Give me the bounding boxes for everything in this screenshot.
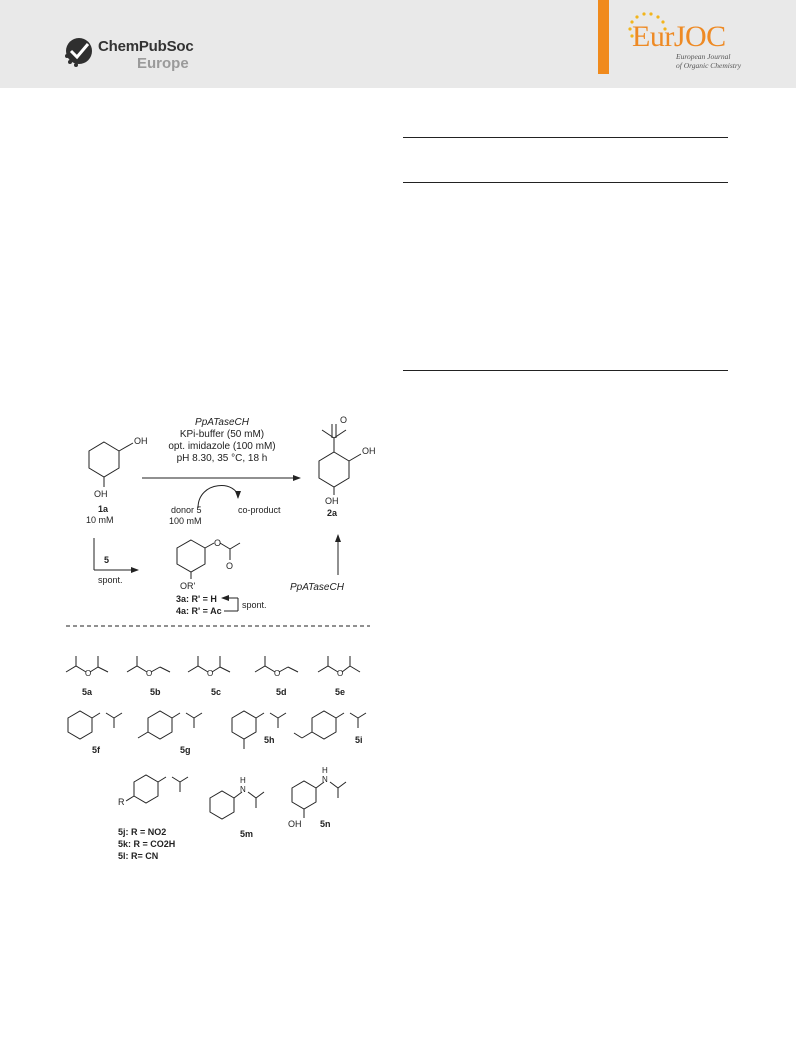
substituent-5l: 5l: R= CN [118,851,159,861]
eurjoc-logo [612,8,782,80]
substituent-5k: 5k: R = CO2H [118,839,176,849]
o-label-5e: O [337,669,344,678]
donor-label-5h: 5h [264,735,275,745]
o-label-5c: O [207,669,214,678]
o-label-5b: O [146,669,153,678]
journal-logo-subtitle-2: of Organic Chemistry [676,61,742,70]
ring-2a [319,452,349,487]
header-accent-bar [598,0,609,74]
enzyme-label: PpATaseCH [195,417,249,428]
donor-label-5m: 5m [240,829,254,839]
n-label-5m: N [240,785,246,794]
o-label-3a-carbonyl: O [226,561,234,571]
oh-label-5n: OH [288,819,302,829]
donor-label-5f: 5f [92,745,101,755]
h-label-5n: H [322,766,328,775]
donor-label-5a: 5a [82,687,93,697]
publisher-name: ChemPubSoc [98,38,194,55]
h-label-5m: H [240,776,246,785]
page-header [0,0,796,88]
donor-label-5c: 5c [211,687,222,697]
donor-label-5b: 5b [150,687,161,697]
chempubsoc-logo [62,34,212,82]
condition-line-2: opt. imidazole (100 mM) [168,441,276,452]
o-label-5a: O [85,669,92,678]
or-prime-label: OR' [180,581,196,591]
substrate-concentration: 10 mM [86,515,114,525]
side-condition-label: spont. [98,575,123,585]
condition-line-1: KPi-buffer (50 mM) [179,429,265,440]
spont-loop-label: spont. [242,600,267,610]
o-label-2a: O [340,415,348,425]
donor-label-5d: 5d [276,687,287,697]
scheme-drawing [0,380,400,880]
ring-3a [177,540,205,572]
donor-label: donor 5 [171,505,202,515]
ring-1a [89,442,119,477]
compound-label-2a: 2a [327,508,338,518]
donor-label-5n: 5n [320,819,331,829]
oh-label-1a-top: OH [134,436,148,446]
donor-concentration: 100 mM [169,516,202,526]
publisher-region: Europe [137,55,189,72]
substituent-5j: 5j: R = NO2 [118,827,167,837]
intermediate-4a-label: 4a: R' = Ac [176,606,222,616]
condition-line-3: pH 8.30, 35 °C, 18 h [176,453,268,464]
o-label-5d: O [274,669,281,678]
donor-curved-arrow [198,486,238,508]
r-label: R [118,797,125,807]
compound-label-1a: 1a [98,504,109,514]
donor-label-5g: 5g [180,745,191,755]
side-reagent-label: 5 [104,555,110,565]
oh-label-2a-bottom: OH [325,496,339,506]
intermediate-3a-label: 3a: R' = H [176,594,217,604]
chempubsoc-emblem-icon [62,34,96,68]
table-bottom-rule [403,370,728,371]
table-top-rule [403,137,728,138]
donor-label-5e: 5e [335,687,346,697]
n-label-5n: N [322,775,328,784]
enzyme-return-label: PpATaseCH [290,582,344,593]
journal-logo-text: EurJOC [632,20,726,53]
reaction-scheme [0,380,400,880]
table-header-rule [403,182,728,183]
donor-label-5i: 5i [355,735,363,745]
oh-label-1a-bottom: OH [94,489,108,499]
oh-label-2a-top: OH [362,446,376,456]
journal-logo-subtitle-1: European Journal [676,52,731,61]
o-label-3a-ester: O [214,538,222,548]
coproduct-label: co-product [238,505,281,515]
